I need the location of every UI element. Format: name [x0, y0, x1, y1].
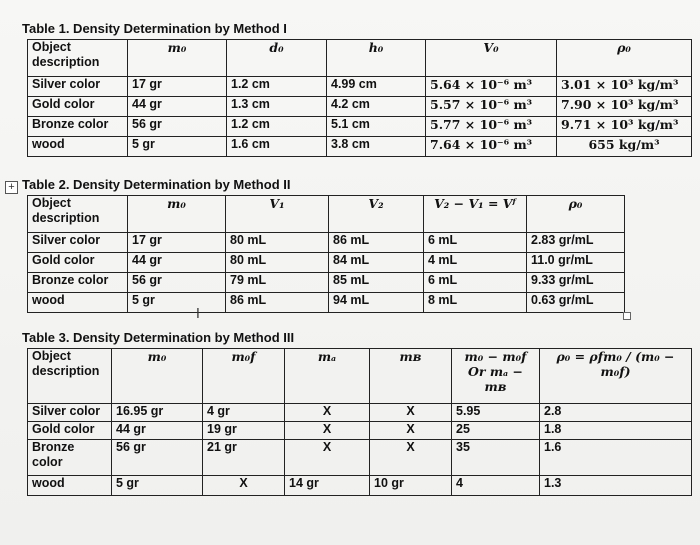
table2 [27, 195, 625, 313]
table-row [28, 293, 625, 313]
table-cell: 1.2 cm [227, 77, 327, 97]
table-cell: 14 gr [285, 476, 370, 496]
table-cell: X [370, 404, 452, 422]
table-cell: 5 gr [112, 476, 203, 496]
table-cell: 1.2 cm [227, 117, 327, 137]
table-cell: Silver color [28, 233, 128, 253]
table-cell: 5.77 × 10⁻⁶ m³ [426, 117, 557, 137]
table2-header-row [28, 196, 625, 233]
table-cell: 1.6 cm [227, 137, 327, 157]
table-cell: 3.8 cm [327, 137, 426, 157]
table-cell: 84 mL [329, 253, 424, 273]
table-cell: 21 gr [203, 440, 285, 476]
table2-header-v1: V₁ [226, 196, 329, 233]
table-cell: 19 gr [203, 422, 285, 440]
table2-header-object: Object description [28, 196, 128, 233]
table-row [28, 253, 625, 273]
table1-header-d0: d₀ [227, 40, 327, 77]
table-cell: 9.33 gr/mL [527, 273, 625, 293]
table-row [28, 137, 692, 157]
table-cell: 56 gr [128, 273, 226, 293]
table-cell: Bronze color [28, 117, 128, 137]
table-cell: 8 mL [424, 293, 527, 313]
table-row [28, 476, 692, 496]
table-row [28, 117, 692, 137]
table-cell: 80 mL [226, 253, 329, 273]
table-cell: 56 gr [128, 117, 227, 137]
table-row [28, 273, 625, 293]
table-cell: Gold color [28, 422, 112, 440]
table-row [28, 440, 692, 476]
table-cell: 44 gr [128, 253, 226, 273]
table-cell: 4 mL [424, 253, 527, 273]
table-cell: 80 mL [226, 233, 329, 253]
table2-header-rho0: ρ₀ [527, 196, 625, 233]
text-cursor-icon: I [196, 307, 200, 322]
table2-header-m0: m₀ [128, 196, 226, 233]
table-row [28, 97, 692, 117]
table1-header-row [28, 40, 692, 77]
table-cell: Silver color [28, 404, 112, 422]
table-cell: 56 gr [112, 440, 203, 476]
table3 [27, 348, 692, 496]
table-cell: Gold color [28, 97, 128, 117]
move-table-handle-icon[interactable]: + [5, 181, 18, 194]
table3-header-mass-difference: m₀ − m₀f Or mₐ − mʙ [452, 349, 540, 404]
table-cell: X [285, 440, 370, 476]
table-cell: 2.83 gr/mL [527, 233, 625, 253]
table-cell: 0.63 gr/mL [527, 293, 625, 313]
table-cell: 94 mL [329, 293, 424, 313]
table-cell: 17 gr [128, 233, 226, 253]
table3-header-row [28, 349, 692, 404]
table-cell: 6 mL [424, 273, 527, 293]
table-cell: Gold color [28, 253, 128, 273]
table-cell: wood [28, 293, 128, 313]
table-cell: 5.95 [452, 404, 540, 422]
table3-header-mb: mʙ [370, 349, 452, 404]
table-cell: Silver color [28, 77, 128, 97]
table-cell: 4.99 cm [327, 77, 426, 97]
table-cell: 44 gr [128, 97, 227, 117]
table-cell: X [370, 440, 452, 476]
table-cell: 11.0 gr/mL [527, 253, 625, 273]
table-cell: 1.3 cm [227, 97, 327, 117]
table-cell: 5 gr [128, 137, 227, 157]
table-cell: 35 [452, 440, 540, 476]
table-cell: 4.2 cm [327, 97, 426, 117]
table3-header-ma: mₐ [285, 349, 370, 404]
table-cell: X [203, 476, 285, 496]
table3-header-rho0-formula: ρ₀ = ρfm₀ / (m₀ − m₀f) [540, 349, 692, 404]
table-cell: X [285, 422, 370, 440]
table-cell: 1.6 [540, 440, 692, 476]
table-cell: X [370, 422, 452, 440]
table-row [28, 77, 692, 97]
table1-header-v0: V₀ [426, 40, 557, 77]
table3-header-m0: m₀ [112, 349, 203, 404]
table3-header-m0f: m₀f [203, 349, 285, 404]
table1-header-rho0: ρ₀ [557, 40, 692, 77]
table-cell: wood [28, 476, 112, 496]
table-cell: 17 gr [128, 77, 227, 97]
table-cell: 44 gr [112, 422, 203, 440]
table-cell: 2.8 [540, 404, 692, 422]
table3-header-object: Object description [28, 349, 112, 404]
table-cell: 5.1 cm [327, 117, 426, 137]
table-cell: 6 mL [424, 233, 527, 253]
table2-caption: Table 2. Density Determination by Method II [22, 177, 291, 192]
table-cell: wood [28, 137, 128, 157]
table3-caption: Table 3. Density Determination by Method III [22, 330, 295, 345]
table-cell: 1.8 [540, 422, 692, 440]
table-cell: 4 [452, 476, 540, 496]
table2-header-vf: V₂ − V₁ = Vᶠ [424, 196, 527, 233]
table-cell: 5.57 × 10⁻⁶ m³ [426, 97, 557, 117]
table-row [28, 233, 625, 253]
table2-header-v2: V₂ [329, 196, 424, 233]
table-row [28, 422, 692, 440]
table-cell: 7.64 × 10⁻⁶ m³ [426, 137, 557, 157]
table1-header-h0: h₀ [327, 40, 426, 77]
table-cell: Bronze color [28, 273, 128, 293]
table-cell: 10 gr [370, 476, 452, 496]
table1-header-m0: m₀ [128, 40, 227, 77]
table-cell: 655 kg/m³ [557, 137, 692, 157]
table-cell: 7.90 × 10³ kg/m³ [557, 97, 692, 117]
table-cell: 86 mL [226, 293, 329, 313]
table1-header-object: Object description [28, 40, 128, 77]
table-cell: 86 mL [329, 233, 424, 253]
table-cell: 79 mL [226, 273, 329, 293]
table-cell: 85 mL [329, 273, 424, 293]
table-row [28, 404, 692, 422]
table-cell: X [285, 404, 370, 422]
resize-handle[interactable] [623, 312, 631, 320]
table-cell: 16.95 gr [112, 404, 203, 422]
table-cell: 9.71 × 10³ kg/m³ [557, 117, 692, 137]
table-cell: 5.64 × 10⁻⁶ m³ [426, 77, 557, 97]
table-cell: 5 gr [128, 293, 226, 313]
table1 [27, 39, 692, 157]
table-cell: Bronze color [28, 440, 112, 476]
table-cell: 4 gr [203, 404, 285, 422]
table-cell: 1.3 [540, 476, 692, 496]
table-cell: 25 [452, 422, 540, 440]
table-cell: 3.01 × 10³ kg/m³ [557, 77, 692, 97]
table1-caption: Table 1. Density Determination by Method I [22, 21, 287, 36]
